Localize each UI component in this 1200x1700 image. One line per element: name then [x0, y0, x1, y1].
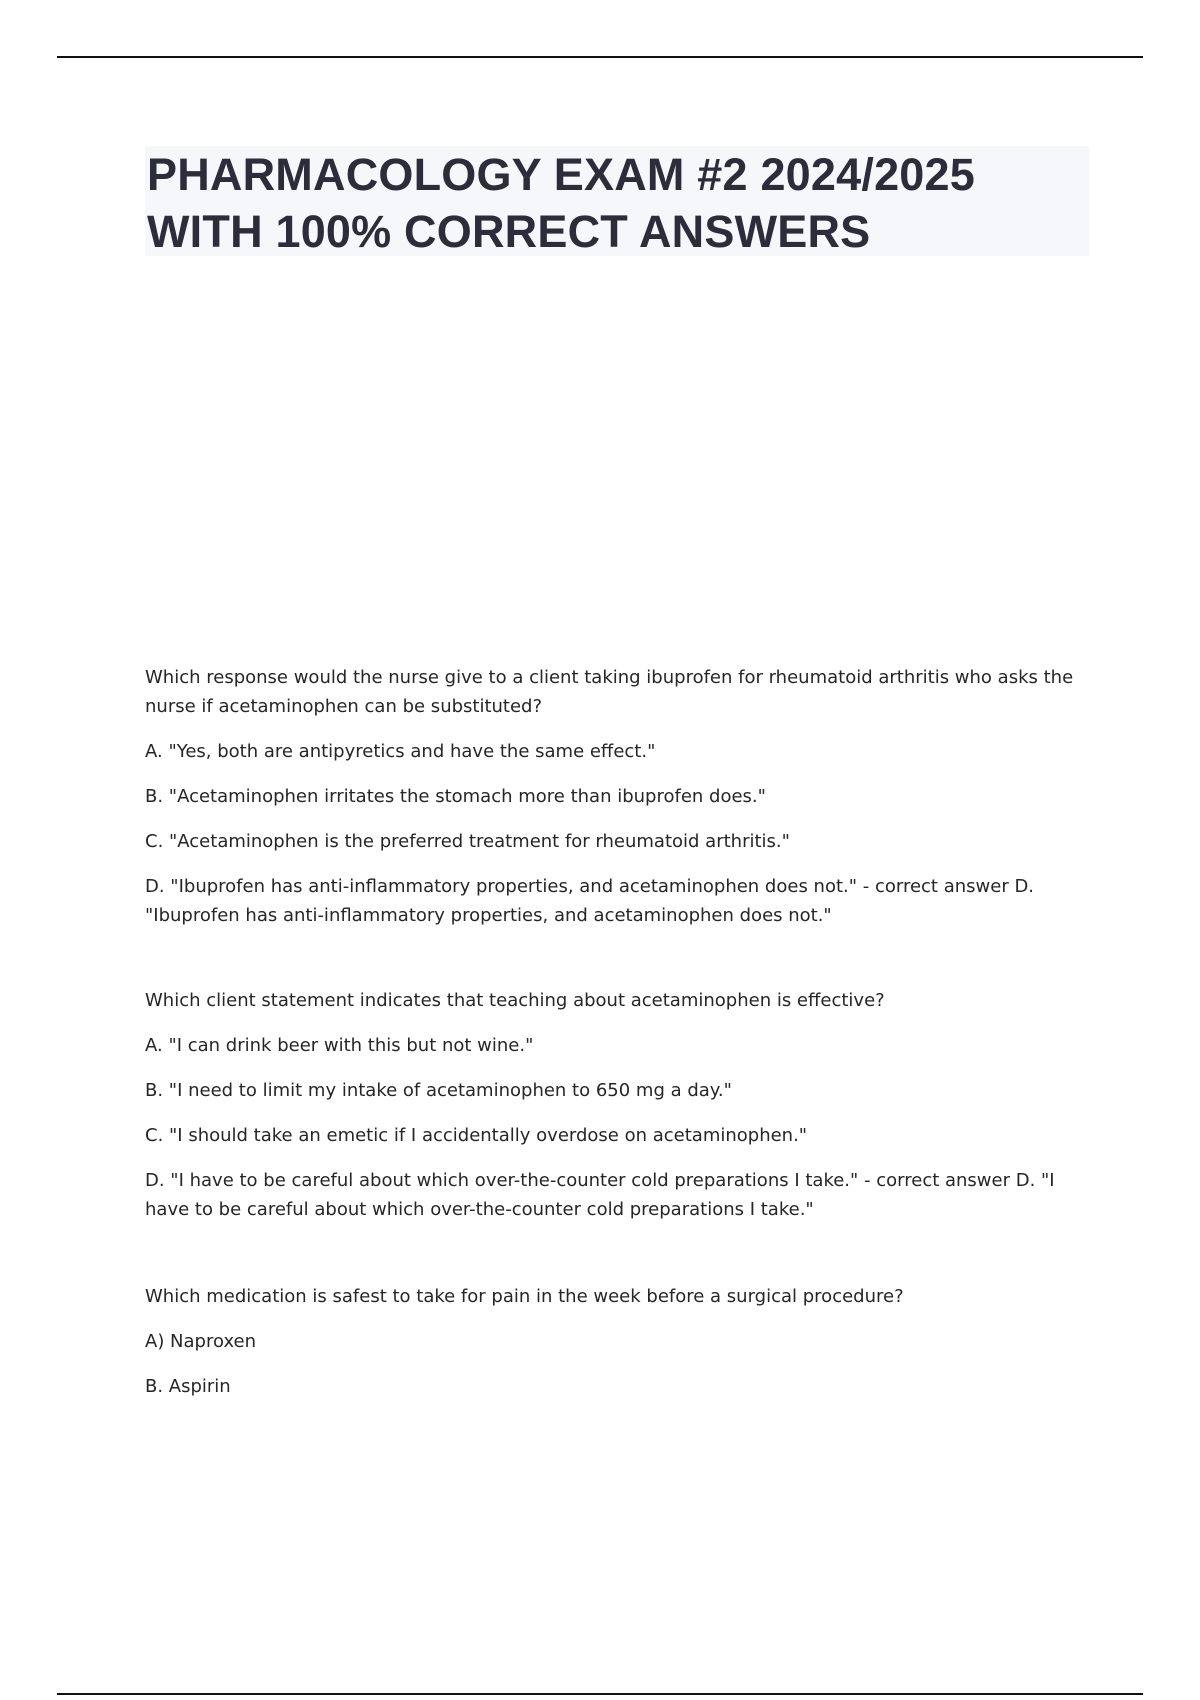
question-list: [145, 663, 1085, 1401]
option-c: C. "I should take an emetic if I accidentally overdose on acetaminophen.": [145, 1125, 808, 1146]
answer-options: [145, 737, 1085, 930]
question-3: [145, 1282, 1085, 1401]
option-c: C. "Acetaminophen is the preferred treatment for rheumatoid arthritis.": [145, 831, 790, 852]
answer-options: [145, 1327, 1085, 1401]
option-a: A. "Yes, both are antipyretics and have the same effect.": [145, 741, 656, 762]
option-b: B. Aspirin: [145, 1376, 231, 1397]
document-title: [147, 146, 1087, 260]
question-stem: Which client statement indicates that teaching about acetaminophen is effective?: [145, 990, 885, 1011]
question-stem: Which response would the nurse give to a client taking ibuprofen for rheumatoid arthritis who asks the nurse if acetaminophen can be substituted?: [145, 667, 1074, 717]
option-a: A) Naproxen: [145, 1331, 257, 1352]
footer-rule: [57, 1693, 1143, 1695]
question-stem: Which medication is safest to take for pain in the week before a surgical procedure?: [145, 1286, 904, 1307]
option-b: B. "I need to limit my intake of acetaminophen to 650 mg a day.": [145, 1080, 732, 1101]
option-d-with-answer: D. "I have to be careful about which over-the-counter cold preparations I take." - correct answer D. "I have to be careful about which over-the-counter cold preparations I take.": [145, 1170, 1055, 1220]
title-line-2: WITH 100% CORRECT ANSWERS: [147, 206, 871, 257]
option-b: B. "Acetaminophen irritates the stomach more than ibuprofen does.": [145, 786, 766, 807]
question-1: [145, 663, 1085, 930]
title-line-1: PHARMACOLOGY EXAM #2 2024/2025: [147, 149, 975, 200]
header-rule: [57, 56, 1143, 58]
question-2: [145, 986, 1085, 1224]
answer-options: [145, 1031, 1085, 1224]
option-a: A. "I can drink beer with this but not wine.": [145, 1035, 534, 1056]
title-highlight-box: [145, 146, 1089, 256]
option-d-with-answer: D. "Ibuprofen has anti-inflammatory properties, and acetaminophen does not." - correct answer D. "Ibuprofen has anti-inflammatory properties, and acetaminophen does not.": [145, 876, 1035, 926]
